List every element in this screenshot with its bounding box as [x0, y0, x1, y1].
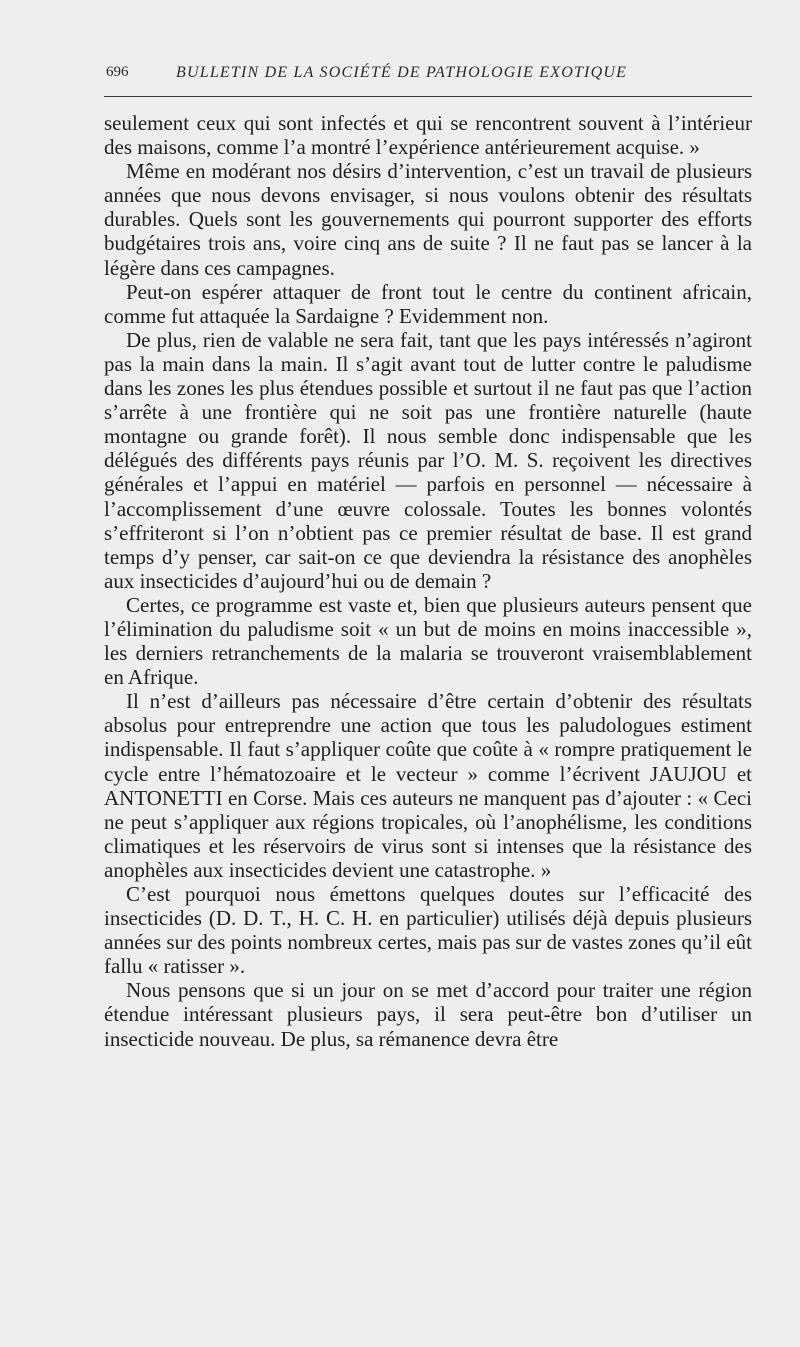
paragraph-continued: seulement ceux qui sont infectés et qui se rencontrent souvent à l’intérieur des maisons, comme l’a montré l’expérience antérieurement acquise. »	[104, 111, 752, 160]
header-rule	[104, 96, 752, 97]
paragraph: C’est pourquoi nous émettons quelques doutes sur l’efficacité des insecticides (D. D. T., H. C. H. en particulier) utilisés déjà depuis plusieurs années sur des points nombreux certes, mais pas sur de vastes zones qu’il eût fallu « ratisser ».	[104, 882, 752, 979]
paragraph: Certes, ce programme est vaste et, bien que plusieurs auteurs pensent que l’élimination du paludisme soit « un but de moins en moins inaccessible », les derniers retranchements de la malaria se trouveront vraisemblablement en Afrique.	[104, 592, 752, 690]
paragraph: Même en modérant nos désirs d’intervention, c’est un travail de plusieurs années que nous devons envisager, si nous voulons obtenir des résultats durables. Quels sont les gouvernements qui pourront supporter des efforts budgétaires trois ans, voire cinq ans de suite ? Il ne faut pas se lancer à la légère dans ces campagnes.	[104, 159, 752, 280]
paragraph: De plus, rien de valable ne sera fait, tant que les pays intéressés n’agiront pas la main dans la main. Il s’agit avant tout de lutter contre le paludisme dans les zones les plus étendues possible et surtout il ne faut pas que l’action s’arrête à une frontière qui ne soit pas une frontière naturelle (haute montagne ou grande forêt). Il nous semble donc indispensable que les délégués des différents pays réunis par l’O. M. S. reçoivent les directives générales et l’appui en matériel — parfois en personnel — nécessaire à l’accomplissement d’une œuvre colossale. Toutes les bonnes volontés s’effriteront si l’on n’obtient pas ce premier résultat de base. Il est grand temps d’y penser, car sait-on ce que deviendra la résistance des anophèles aux insecticides d’aujourd’hui ou de demain ?	[104, 327, 752, 593]
paragraph: Peut-on espérer attaquer de front tout le centre du continent africain, comme fut attaquée la Sardaigne ? Evidemment non.	[104, 279, 752, 328]
paragraph: Nous pensons que si un jour on se met d’accord pour traiter une région étendue intéressant plusieurs pays, il sera peut-être bon d’utiliser un insecticide nouveau. De plus, sa rémanence devra être	[104, 978, 752, 1051]
running-title: BULLETIN DE LA SOCIÉTÉ DE PATHOLOGIE EXOTIQUE	[176, 64, 628, 81]
document-page	[104, 0, 752, 1347]
page-number: 696	[106, 64, 129, 80]
page-header	[104, 64, 752, 90]
body-text	[104, 111, 752, 1051]
paragraph: Il n’est d’ailleurs pas nécessaire d’être certain d’obtenir des résultats absolus pour entreprendre une action que tous les paludologues estiment indispensable. Il faut s’appliquer coûte que coûte à « rompre pratiquement le cycle entre l’hématozoaire et le vecteur » comme l’écrivent JAUJOU et ANTONETTI en Corse. Mais ces auteurs ne manquent pas d’ajouter : « Ceci ne peut s’appliquer aux régions tropicales, où l’anophélisme, les conditions climatiques et les réservoirs de virus sont si intenses que la résistance des anophèles aux insecticides devient une catastrophe. »	[104, 689, 752, 882]
